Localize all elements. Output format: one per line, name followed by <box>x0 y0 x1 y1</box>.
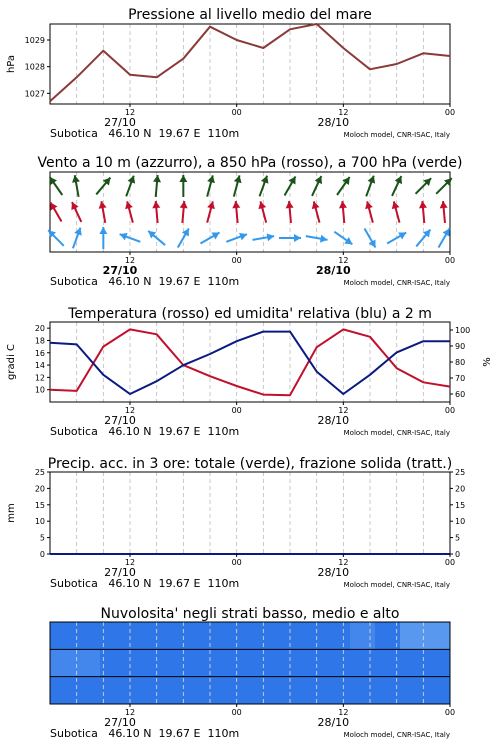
panel-3 <box>6 306 493 438</box>
cloud-cell <box>225 622 251 649</box>
x-date-label: 28/10 <box>317 716 350 729</box>
wind-arrow <box>439 228 450 247</box>
cloud-cell <box>125 622 151 649</box>
cloud-cell <box>125 677 151 704</box>
wind-arrow <box>207 201 215 222</box>
wind-arrow <box>126 176 135 197</box>
cloud-cell <box>125 649 151 676</box>
wind-arrow <box>286 201 294 223</box>
x-tick-label: 12 <box>124 108 136 117</box>
cloud-cell <box>200 649 226 676</box>
cloud-cell <box>300 677 326 704</box>
x-tick-label: 12 <box>338 256 349 265</box>
x-tick-label: 00 <box>444 558 456 567</box>
y-tick-label: 0 <box>39 550 45 559</box>
source-label: Moloch model, CNR-ISAC, Italy <box>343 429 450 437</box>
cloud-cell <box>300 649 326 676</box>
y2-tick-label: 10 <box>455 517 466 527</box>
panel-1 <box>6 7 455 140</box>
cloud-cell <box>300 622 326 649</box>
wind-arrow <box>339 201 347 223</box>
y2-tick-label: 15 <box>455 500 466 510</box>
cloud-cell <box>100 677 126 704</box>
wind-arrow <box>436 178 452 194</box>
x-tick-label: 00 <box>444 108 456 117</box>
y-tick-label: 25 <box>34 468 45 477</box>
cloud-cell <box>175 622 201 649</box>
x-tick-label: 00 <box>444 256 456 265</box>
wind-arrow <box>120 233 141 242</box>
cloud-cell <box>150 622 176 649</box>
plot-frame <box>50 172 450 252</box>
cloud-cell <box>150 677 176 704</box>
wind-arrow <box>312 201 320 222</box>
y-tick-label: 1029 <box>24 36 45 45</box>
cloud-cell <box>50 649 76 676</box>
wind-arrow <box>258 201 266 222</box>
series-line <box>50 329 450 395</box>
cloud-cell <box>225 677 251 704</box>
wind-arrow <box>125 201 133 222</box>
x-tick-label: 12 <box>338 406 349 415</box>
location-label: Subotica 46.10 N 19.67 E 110m <box>50 727 240 740</box>
cloud-cell <box>150 649 176 676</box>
y2-tick-label: 70 <box>455 374 466 383</box>
source-label: Moloch model, CNR-ISAC, Italy <box>343 131 450 139</box>
x-tick-label: 12 <box>338 708 349 717</box>
wind-arrow <box>234 175 242 196</box>
x-tick-label: 00 <box>444 406 456 415</box>
wind-arrow <box>71 202 81 222</box>
wind-arrow <box>72 175 80 197</box>
x-tick-label: 12 <box>338 558 349 567</box>
wind-arrow <box>51 202 62 221</box>
x-date-label: 27/10 <box>102 264 138 277</box>
y-tick-label: 5 <box>39 533 45 543</box>
y2-tick-label: 0 <box>455 550 461 559</box>
y-tick-label: 10 <box>34 385 45 395</box>
wind-arrow <box>99 201 107 223</box>
cloud-cell <box>275 677 301 704</box>
x-date-label: 27/10 <box>104 566 136 579</box>
y-tick-label: 14 <box>34 361 45 371</box>
series-line <box>50 24 450 101</box>
wind-arrow <box>200 233 219 244</box>
y-tick-label: 20 <box>34 324 45 334</box>
x-tick-label: 00 <box>231 708 242 717</box>
wind-arrow <box>365 201 373 222</box>
wind-arrow <box>440 201 448 223</box>
wind-arrow <box>99 227 107 249</box>
cloud-cell <box>175 649 201 676</box>
wind-arrow <box>226 233 247 242</box>
y2-tick-label: 20 <box>455 484 466 494</box>
cloud-cell <box>350 649 376 676</box>
x-date-label: 28/10 <box>317 566 350 579</box>
wind-arrow <box>179 175 187 197</box>
wind-arrow <box>392 201 400 222</box>
cloud-cell <box>75 622 101 649</box>
y2-tick-label: 25 <box>455 468 466 477</box>
cloud-cell <box>275 649 301 676</box>
y-axis-label: hPa <box>6 54 17 74</box>
y-axis-label: mm <box>6 503 17 523</box>
location-label: Subotica 46.10 N 19.67 E 110m <box>50 275 240 288</box>
wind-arrow <box>366 176 375 197</box>
panel-title: Precip. acc. in 3 ore: totale (verde), frazione solida (tratt.) <box>47 456 453 472</box>
cloud-cell <box>200 622 226 649</box>
y-tick-label: 15 <box>34 500 45 510</box>
panel-title: Vento a 10 m (azzurro), a 850 hPa (rosso), a 700 hPa (verde) <box>37 155 463 171</box>
wind-arrow <box>232 201 240 223</box>
y-tick-label: 20 <box>34 484 45 494</box>
x-tick-label: 12 <box>124 708 136 717</box>
plot-frame <box>50 24 450 104</box>
wind-arrow <box>152 201 160 223</box>
cloud-cell <box>325 622 351 649</box>
y-tick-label: 16 <box>34 348 45 358</box>
y2-tick-label: 80 <box>455 358 466 367</box>
x-tick-label: 00 <box>444 708 456 717</box>
cloud-cell <box>325 649 351 676</box>
panel-title: Temperatura (rosso) ed umidita' relativa (blu) a 2 m <box>68 306 432 322</box>
x-date-label: 28/10 <box>317 414 350 427</box>
panel-title: Nuvolosita' negli strati basso, medio e alto <box>100 606 400 622</box>
location-label: Subotica 46.10 N 19.67 E 110m <box>50 127 240 140</box>
panel-5 <box>50 606 455 740</box>
cloud-cell <box>50 677 76 704</box>
source-label: Moloch model, CNR-ISAC, Italy <box>343 279 450 287</box>
cloud-cell <box>425 622 451 649</box>
x-date-label: 27/10 <box>104 116 136 129</box>
cloud-cell <box>350 677 376 704</box>
wind-arrow <box>253 233 275 241</box>
panel-2 <box>37 155 462 288</box>
cloud-cell <box>75 649 101 676</box>
y2-tick-label: 100 <box>455 326 471 335</box>
y-tick-label: 1027 <box>24 89 45 99</box>
cloud-cell <box>250 677 276 704</box>
y2-tick-label: 90 <box>455 342 466 351</box>
wind-arrow <box>260 176 269 197</box>
plot-frame <box>50 472 450 554</box>
panel-4 <box>6 456 465 590</box>
y-tick-label: 10 <box>34 517 45 527</box>
y2-axis-label: % <box>482 357 493 367</box>
cloud-cell <box>100 649 126 676</box>
panel-title: Pressione al livello medio del mare <box>128 7 372 23</box>
cloud-cell <box>400 622 426 649</box>
cloud-cell <box>175 677 201 704</box>
location-label: Subotica 46.10 N 19.67 E 110m <box>50 577 240 590</box>
x-date-label: 28/10 <box>316 264 351 277</box>
source-label: Moloch model, CNR-ISAC, Italy <box>343 731 450 739</box>
y-tick-label: 18 <box>34 336 45 346</box>
y2-tick-label: 60 <box>455 390 466 399</box>
cloud-cell <box>250 622 276 649</box>
series-line <box>50 332 450 394</box>
x-date-label: 28/10 <box>317 116 350 129</box>
cloud-cell <box>400 677 426 704</box>
cloud-cell <box>225 649 251 676</box>
cloud-cell <box>425 677 451 704</box>
wind-arrow <box>180 201 188 223</box>
cloud-cell <box>350 622 376 649</box>
cloud-cell <box>250 649 276 676</box>
wind-arrow <box>207 175 215 196</box>
x-tick-label: 12 <box>338 108 349 117</box>
cloud-cell <box>425 649 451 676</box>
wind-arrow <box>419 201 427 223</box>
x-tick-label: 00 <box>231 256 242 265</box>
y-tick-label: 12 <box>34 373 45 383</box>
source-label: Moloch model, CNR-ISAC, Italy <box>343 581 450 589</box>
cloud-cell <box>200 677 226 704</box>
y2-tick-label: 5 <box>455 533 461 543</box>
cloud-cell <box>50 622 76 649</box>
x-tick-label: 00 <box>231 558 242 567</box>
y-axis-label: gradi C <box>6 344 17 380</box>
cloud-cell <box>75 677 101 704</box>
cloud-cell <box>100 622 126 649</box>
x-date-label: 27/10 <box>104 716 136 729</box>
x-tick-label: 12 <box>124 256 136 265</box>
cloud-cell <box>325 677 351 704</box>
cloud-cell <box>275 622 301 649</box>
y-tick-label: 1028 <box>24 62 45 72</box>
x-tick-label: 00 <box>231 108 242 117</box>
x-tick-label: 00 <box>231 406 242 415</box>
wind-arrow <box>387 233 406 244</box>
location-label: Subotica 46.10 N 19.67 E 110m <box>50 425 240 438</box>
x-date-label: 27/10 <box>104 414 136 427</box>
wind-arrow <box>48 230 64 246</box>
x-tick-label: 12 <box>124 558 136 567</box>
wind-arrow <box>50 177 63 195</box>
wind-arrow <box>73 228 82 249</box>
cloud-cell <box>400 649 426 676</box>
x-tick-label: 12 <box>124 406 136 415</box>
